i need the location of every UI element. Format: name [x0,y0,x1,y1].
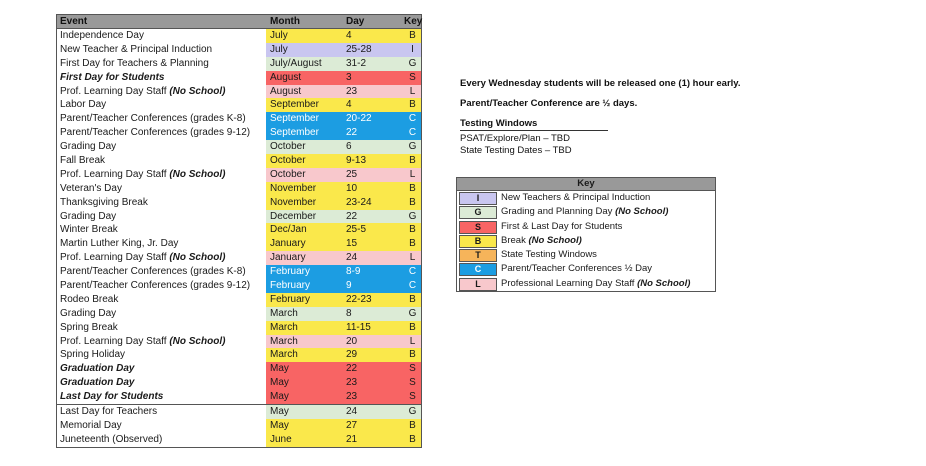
wednesday-note: Every Wednesday students will be released one (1) hour early. [460,78,741,89]
key-cell: B [404,321,421,335]
key-cell: G [404,405,421,419]
month-cell: September [266,98,342,112]
key-code-swatch: B [459,235,497,248]
calendar-row [57,251,421,265]
event-cell [57,168,266,182]
month-cell: June [266,433,342,447]
event-cell [57,29,266,43]
key-legend [456,177,716,292]
event-cell [57,251,266,265]
event-name: New Teacher & Principal Induction [60,43,213,55]
day-cell: 31-2 [342,57,404,71]
calendar-row [57,293,421,307]
key-description-text: Break [501,234,529,246]
testing-item-state: State Testing Dates – TBD [460,145,572,156]
calendar-row [57,43,421,57]
month-cell: December [266,210,342,224]
event-name: Independence Day [60,30,144,41]
event-cell [57,140,266,154]
calendar-row [57,279,421,293]
event-cell [57,390,266,404]
day-cell: 15 [342,237,404,251]
key-cell: L [404,168,421,182]
header-day: Day [346,16,365,27]
day-cell: 8 [342,307,404,321]
event-name: Grading Day [60,307,117,319]
key-legend-body [457,191,715,291]
key-description [501,205,668,219]
no-school-note: (No School) [169,85,226,97]
event-cell [57,348,266,362]
day-cell: 20 [342,335,404,349]
calendar-row [57,85,421,99]
key-cell: B [404,223,421,237]
event-cell [57,307,266,321]
event-name: Prof. Learning Day Staff [60,252,170,264]
day-cell: 27 [342,419,404,433]
event-name: Thanksgiving Break [60,196,148,208]
event-name: Winter Break [60,224,118,236]
event-name: Juneteenth (Observed) [60,433,163,445]
month-cell: March [266,335,342,349]
no-school-note: (No School) [528,234,582,246]
event-cell [57,57,266,71]
event-cell [57,223,266,237]
day-cell: 4 [342,29,404,43]
day-cell: 9-13 [342,154,404,168]
calendar-row [57,265,421,279]
event-name: Spring Break [60,321,118,333]
month-cell: January [266,251,342,265]
month-cell: November [266,182,342,196]
event-name: Parent/Teacher Conferences (grades 9-12) [60,127,251,139]
event-name: First Day for Students [60,71,165,83]
key-description [501,262,652,276]
month-cell: September [266,112,342,126]
event-name: Prof. Learning Day Staff [60,85,170,97]
day-cell: 25-28 [342,43,404,57]
event-name: Parent/Teacher Conferences (grades K-8) [60,266,246,278]
calendar-row [57,98,421,112]
key-code-swatch: G [459,206,497,219]
event-cell [57,210,266,224]
key-cell: B [404,182,421,196]
day-cell: 22-23 [342,293,404,307]
calendar-row [57,376,421,390]
day-cell: 20-22 [342,112,404,126]
month-cell: May [266,419,342,433]
testing-windows-title: Testing Windows [460,118,608,131]
event-name: Martin Luther King, Jr. Day [60,238,179,250]
event-name: Rodeo Break [60,293,119,305]
event-cell [57,237,266,251]
calendar-row [57,404,421,419]
month-cell: November [266,196,342,210]
key-description [501,191,650,205]
key-description-text: Grading and Planning Day [501,206,616,218]
key-cell: C [404,126,421,140]
day-cell: 25 [342,168,404,182]
event-cell [57,112,266,126]
key-cell: L [404,251,421,265]
day-cell: 22 [342,126,404,140]
conference-note: Parent/Teacher Conference are ½ days. [460,98,638,109]
calendar-header [57,15,421,29]
month-cell: July/August [266,57,342,71]
calendar-row [57,223,421,237]
key-code-swatch: I [459,192,497,205]
no-school-note: (No School) [169,335,226,347]
key-cell: B [404,433,421,447]
month-cell: May [266,362,342,376]
key-description [501,234,582,248]
calendar-row [57,140,421,154]
day-cell: 21 [342,433,404,447]
no-school-note: (No School) [615,206,669,218]
event-name: Labor Day [60,99,107,111]
month-cell: September [266,126,342,140]
month-cell: October [266,168,342,182]
calendar-row [57,182,421,196]
header-month: Month [270,16,300,27]
key-description-text: Professional Learning Day Staff [501,277,638,289]
event-cell [57,182,266,196]
calendar-row [57,237,421,251]
key-description [501,277,690,291]
key-code-swatch: S [459,221,497,234]
event-name: Prof. Learning Day Staff [60,335,170,347]
key-cell: L [404,85,421,99]
day-cell: 4 [342,98,404,112]
calendar-row [57,335,421,349]
key-cell: G [404,210,421,224]
day-cell: 23 [342,85,404,99]
calendar-row [57,57,421,71]
event-name: Parent/Teacher Conferences (grades 9-12) [60,280,251,292]
day-cell: 22 [342,210,404,224]
event-name: Veteran's Day [60,182,122,194]
key-cell: B [404,348,421,362]
day-cell: 29 [342,348,404,362]
calendar-row [57,29,421,43]
calendar-row [57,126,421,140]
calendar-row [57,196,421,210]
calendar-row [57,390,421,404]
event-cell [57,43,266,57]
month-cell: May [266,390,342,404]
key-cell: S [404,362,421,376]
month-cell: January [266,237,342,251]
notes-section [460,78,741,157]
key-description-text: Parent/Teacher Conferences ½ Day [501,263,653,275]
key-cell: S [404,390,421,404]
key-cell: B [404,154,421,168]
calendar-body [57,29,421,447]
key-cell: B [404,419,421,433]
event-name: Fall Break [60,155,106,167]
day-cell: 24 [342,405,404,419]
calendar-row [57,433,421,447]
day-cell: 9 [342,279,404,293]
event-cell [57,362,266,376]
event-name: Graduation Day [60,363,135,375]
key-cell: G [404,307,421,321]
calendar-row [57,112,421,126]
calendar-row [57,71,421,85]
calendar-row [57,307,421,321]
key-legend-item [457,191,715,205]
event-cell [57,405,266,419]
month-cell: July [266,29,342,43]
day-cell: 22 [342,362,404,376]
day-cell: 3 [342,71,404,85]
month-cell: July [266,43,342,57]
month-cell: March [266,348,342,362]
key-legend-title: Key [457,178,715,191]
day-cell: 23 [342,390,404,404]
event-name: Grading Day [60,210,117,222]
month-cell: October [266,154,342,168]
key-cell: B [404,293,421,307]
day-cell: 8-9 [342,265,404,279]
calendar-row [57,154,421,168]
key-code-swatch: C [459,263,497,276]
event-name: Spring Holiday [60,349,126,361]
event-cell [57,433,266,447]
day-cell: 23-24 [342,196,404,210]
month-cell: May [266,405,342,419]
event-name: Grading Day [60,141,117,153]
key-cell: B [404,196,421,210]
calendar-row [57,419,421,433]
event-cell [57,293,266,307]
key-cell: G [404,140,421,154]
key-cell: S [404,376,421,390]
key-cell: B [404,29,421,43]
calendar-row [57,362,421,376]
key-cell: G [404,57,421,71]
header-event: Event [60,16,88,27]
no-school-note: (No School) [169,168,226,180]
month-cell: August [266,85,342,99]
key-cell: C [404,265,421,279]
day-cell: 25-5 [342,223,404,237]
day-cell: 24 [342,251,404,265]
key-code-swatch: T [459,249,497,262]
event-name: First Day for Teachers & Planning [60,57,209,69]
key-cell: C [404,112,421,126]
month-cell: March [266,307,342,321]
month-cell: August [266,71,342,85]
month-cell: February [266,293,342,307]
event-cell [57,126,266,140]
month-cell: February [266,265,342,279]
no-school-note: (No School) [169,252,226,264]
key-legend-item [457,205,715,219]
key-description-text: New Teachers & Principal Induction [501,192,651,203]
key-description [501,248,597,262]
month-cell: February [266,279,342,293]
month-cell: Dec/Jan [266,223,342,237]
day-cell: 10 [342,182,404,196]
key-cell: L [404,335,421,349]
key-legend-item [457,248,715,262]
event-name: Graduation Day [60,377,135,389]
day-cell: 11-15 [342,321,404,335]
calendar-row [57,348,421,362]
key-legend-item [457,234,715,248]
header-key: Key [404,16,423,27]
key-cell: S [404,71,421,85]
event-cell [57,154,266,168]
calendar-row [57,168,421,182]
calendar-row [57,210,421,224]
no-school-note: (No School) [637,277,691,289]
key-legend-item [457,220,715,234]
event-cell [57,376,266,390]
event-name: Parent/Teacher Conferences (grades K-8) [60,113,246,125]
key-description-text: State Testing Windows [501,249,597,261]
key-code-swatch: L [459,278,497,291]
event-cell [57,98,266,112]
month-cell: May [266,376,342,390]
event-name: Memorial Day [60,419,122,431]
event-cell [57,335,266,349]
event-cell [57,321,266,335]
event-cell [57,85,266,99]
key-cell: B [404,98,421,112]
event-cell [57,196,266,210]
event-cell [57,279,266,293]
key-cell: I [404,43,421,57]
key-cell: B [404,237,421,251]
key-description-text: First & Last Day for Students [501,220,623,232]
event-name: Last Day for Students [60,391,164,403]
event-name: Prof. Learning Day Staff [60,168,170,180]
day-cell: 23 [342,376,404,390]
calendar-row [57,321,421,335]
key-cell: C [404,279,421,293]
month-cell: March [266,321,342,335]
month-cell: October [266,140,342,154]
key-legend-item [457,262,715,276]
event-name: Last Day for Teachers [60,406,158,418]
event-cell [57,71,266,85]
day-cell: 6 [342,140,404,154]
key-description [501,220,622,234]
event-cell [57,265,266,279]
testing-item-psat: PSAT/Explore/Plan – TBD [460,133,571,144]
event-cell [57,419,266,433]
calendar-table [56,14,422,448]
key-legend-item [457,277,715,291]
